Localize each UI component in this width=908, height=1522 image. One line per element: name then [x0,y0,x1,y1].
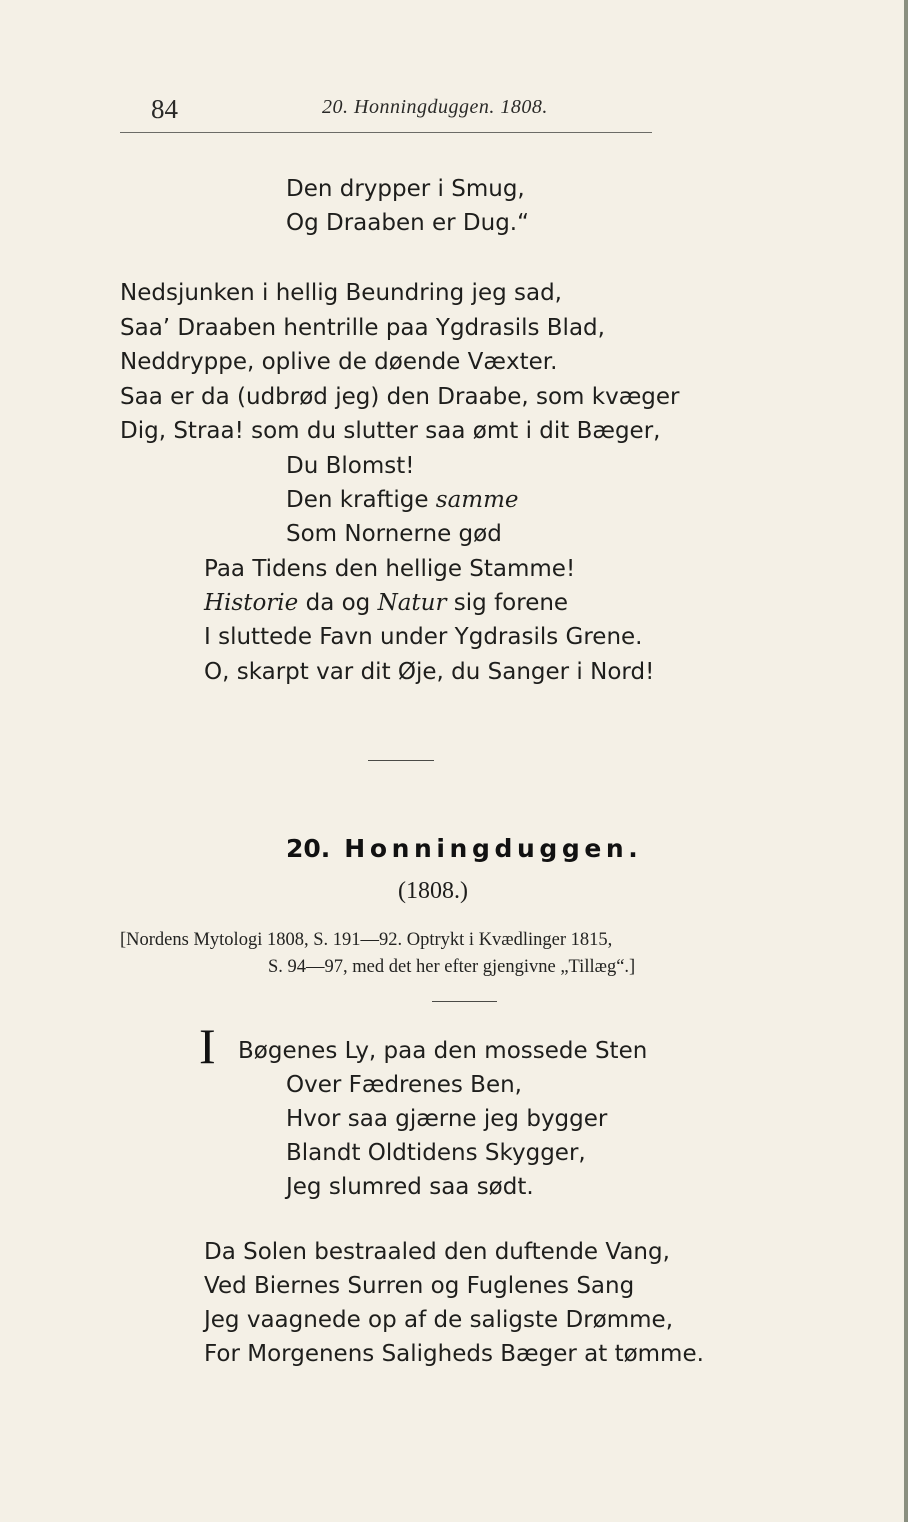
poem-line: Du Blomst! [286,453,415,479]
section-number: 20. [286,834,331,863]
poem-line: Den drypper i Smug, [286,176,525,202]
poem-line: Paa Tidens den hellige Stamme! [204,556,576,582]
poem-line [204,590,568,616]
section-heading: Honningduggen. [344,834,643,863]
poem-line: Saa er da (udbrød jeg) den Draabe, som kvæger [120,384,680,410]
poem-line: Da Solen bestraaled den duftende Vang, [204,1239,670,1265]
poem-line: Blandt Oldtidens Skygger, [286,1140,586,1166]
poem-line: Hvor saa gjærne jeg bygger [286,1106,608,1132]
poem-line: Som Nornerne gød [286,521,502,547]
note-divider [432,1001,497,1002]
poem-line: O, skarpt var dit Øje, du Sanger i Nord! [204,659,655,685]
italic-word: Natur [377,590,447,616]
poem-line: I sluttede Favn under Ygdrasils Grene. [204,624,643,650]
poem-line [286,487,519,513]
source-note-line: [Nordens Mytologi 1808, S. 191—92. Optrykt i Kvædlinger 1815, [120,930,613,950]
section-title [286,834,642,863]
italic-word: Historie [204,590,299,616]
section-divider [368,760,434,761]
italic-word: samme [435,487,519,513]
poem-line: Nedsjunken i hellig Beundring jeg sad, [120,280,562,306]
section-year: (1808.) [398,878,468,904]
poem-line: Saa’ Draaben hentrille paa Ygdrasils Blad, [120,315,605,341]
page-number: 84 [151,94,178,124]
poem-line: Neddryppe, oplive de døende Væxter. [120,349,558,375]
poem-line: For Morgenens Saligheds Bæger at tømme. [204,1341,704,1367]
source-note-line: S. 94—97, med det her efter gjengivne „Tillæg“.] [268,957,636,977]
poem-line: Jeg vaagnede op af de saligste Drømme, [204,1307,674,1333]
poem-line: Ved Biernes Surren og Fuglenes Sang [204,1273,635,1299]
poem-line: Over Fædrenes Ben, [286,1072,522,1098]
line-text: sig forene [446,590,569,616]
running-head: 20. Honningduggen. 1808. [322,96,548,118]
page-header [0,94,908,134]
poem-line: Bøgenes Ly, paa den mossede Sten [238,1038,648,1064]
poem-line: Dig, Straa! som du slutter saa ømt i dit Bæger, [120,418,661,444]
line-text: Den kraftige [286,487,436,513]
poem-line: Jeg slumred saa sødt. [286,1174,534,1200]
poem-line: Og Draaben er Dug.“ [286,210,530,236]
page-edge [904,0,908,1522]
line-text: da og [298,590,378,616]
header-rule [120,132,652,133]
drop-cap: I [199,1018,216,1074]
